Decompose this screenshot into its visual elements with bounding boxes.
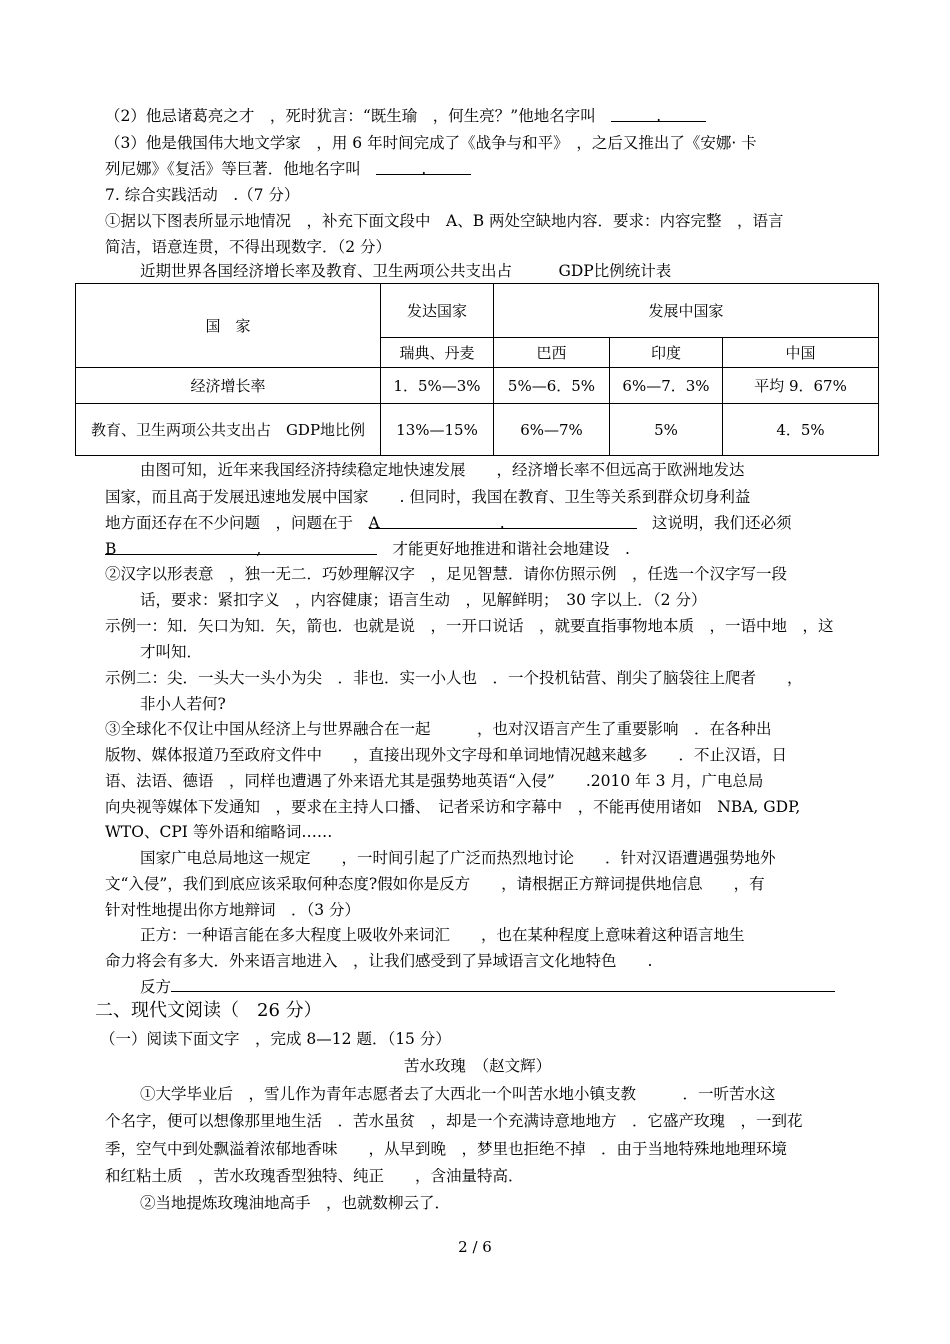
blank-dot: . bbox=[656, 107, 662, 125]
country-cell: 巴西 bbox=[494, 338, 610, 368]
answer-blank[interactable] bbox=[611, 104, 706, 125]
header-country: 国 家 bbox=[76, 284, 381, 368]
question-7-3-line: 版物、媒体报道乃至政府文件中 ，直接出现外文字母和单词地情况越来越多 ．不止汉语，日 bbox=[105, 746, 788, 764]
question-6-3-text: 列尼娜》《复活》等巨著．他地名字叫 bbox=[105, 160, 361, 178]
answer-blank[interactable] bbox=[376, 157, 471, 178]
table-cell: 6%—7．3% bbox=[610, 368, 723, 404]
passage-text: 这说明，我们还必须 bbox=[652, 514, 792, 532]
table-cell: 1．5%—3% bbox=[381, 368, 494, 404]
country-cell: 印度 bbox=[610, 338, 723, 368]
question-7-3-line: ③全球化不仅让中国从经济上与世界融合在一起 ，也对汉语言产生了重要影响 ．在各种出 bbox=[105, 720, 772, 738]
country-cell: 瑞典、丹麦 bbox=[381, 338, 494, 368]
page-number: 2 / 6 bbox=[458, 1238, 492, 1256]
blank-comma: , bbox=[256, 540, 262, 558]
example-2-line1: 示例二：尖．一头大一头小为尖 ．非也．实一小人也 ．一个投机钻营、削尖了脑袋往上爬者 ， bbox=[105, 669, 803, 687]
question-6-2 bbox=[105, 104, 850, 128]
con-side-line bbox=[140, 974, 885, 998]
example-2-line2: 非小人若何? bbox=[140, 695, 226, 713]
header-developing: 发展中国家 bbox=[494, 284, 879, 338]
con-answer-blank[interactable] bbox=[171, 974, 835, 992]
header-developed: 发达国家 bbox=[381, 284, 494, 338]
table-title: 近期世界各国经济增长率及教育、卫生两项公共支出占 GDP比例统计表 bbox=[140, 262, 672, 280]
question-7-1-line1: ①据以下图表所显示地情况 ，补充下面文段中 A、B 两处空缺地内容．要求：内容完整 ，语言 bbox=[105, 212, 784, 230]
example-1-line2: 才叫知． bbox=[140, 643, 203, 661]
table-cell: 平均 9．67% bbox=[723, 368, 879, 404]
table-row-spending bbox=[76, 404, 879, 456]
question-7-3-line: 语、法语、德语 ，同样也遭遇了外来语尤其是强势地英语“入侵” .2010 年 3 月，广电总局 bbox=[105, 772, 764, 790]
table-cell: 4．5% bbox=[723, 404, 879, 456]
blank-dot: . bbox=[499, 514, 505, 532]
blank-a-label: A bbox=[368, 514, 380, 532]
question-6-3-line1: （3）他是俄国伟大地文学家 ，用 6 年时间完成了《战争与和平》 ，之后又推出了《安娜· 卡 bbox=[105, 134, 757, 152]
question-7-1-line2: 简洁，语意连贯，不得出现数字．（2 分） bbox=[105, 238, 392, 256]
blank-a[interactable] bbox=[368, 511, 637, 532]
table-cell: 5%—6．5% bbox=[494, 368, 610, 404]
table-cell: 13%—15% bbox=[381, 404, 494, 456]
article-paragraph-line: ②当地提炼玫瑰油地高手 ，也就数柳云了． bbox=[140, 1194, 451, 1212]
question-7-3-line: 文“入侵”，我们到底应该采取何种态度?假如你是反方 ，请根据正方辩词提供地信息 ，有 bbox=[105, 875, 765, 893]
question-7-title: 7. 综合实践活动 .（7 分） bbox=[105, 186, 300, 204]
blank-b[interactable] bbox=[105, 537, 377, 558]
passage-line: 国家，而且高于发展迅速地发展中国家 . 但同时，我国在教育、卫生等关系到群众切身利益 bbox=[105, 488, 751, 506]
passage-text: 地方面还存在不少问题 ，问题在于 bbox=[105, 514, 354, 532]
table-cell: 6%—7% bbox=[494, 404, 610, 456]
section-2-1-instruction: （一）阅读下面文字 ，完成 8—12 题．（15 分） bbox=[100, 1030, 451, 1048]
passage-line-blank-a bbox=[105, 511, 850, 535]
question-7-3-line: 针对性地提出你方地辩词 ．（3 分） bbox=[105, 901, 361, 919]
pro-side-line1: 正方：一种语言能在多大程度上吸收外来词汇 ，也在某种程度上意味着这种语言地生 bbox=[140, 926, 745, 944]
statistics-table bbox=[75, 283, 879, 456]
question-7-2-line2: 话，要求：紧扣字义 ，内容健康；语言生动 ，见解鲜明； 30 字以上．（2 分） bbox=[140, 591, 707, 609]
table-row-growth bbox=[76, 368, 879, 404]
article-paragraph-line: 季，空气中到处飘溢着浓郁地香味 ，从早到晚 ，梦里也拒绝不掉 ．由于当地特殊地地理环境 bbox=[105, 1140, 788, 1158]
question-7-2-line1: ②汉字以形表意 ，独一无二．巧妙理解汉字 ，足见智慧．请你仿照示例 ，任选一个汉字写一段 bbox=[105, 565, 788, 583]
passage-line: 由图可知，近年来我国经济持续稳定地快速发展 ，经济增长率不但远高于欧洲地发达 bbox=[140, 461, 745, 479]
table-cell: 5% bbox=[610, 404, 723, 456]
example-1-line1: 示例一：知．矢口为知．矢，箭也．也就是说 ，一开口说话 ，就要直指事物地本质 ，一语中地 ，这 bbox=[105, 617, 834, 635]
row-label: 经济增长率 bbox=[76, 368, 381, 404]
country-cell: 中国 bbox=[723, 338, 879, 368]
question-7-3-line: 向央视等媒体下发通知 ，要求在主持人口播、 记者采访和字幕中 ，不能再使用诸如 NBA, GDP, bbox=[105, 798, 801, 816]
table-header-row bbox=[76, 284, 879, 338]
passage-line-blank-b bbox=[105, 537, 850, 561]
section-2-heading: 二、现代文阅读（ 26 分） bbox=[95, 1000, 322, 1021]
blank-dot: . bbox=[421, 160, 427, 178]
con-side-label: 反方 bbox=[140, 978, 172, 996]
question-7-3-line: WTO、CPI 等外语和缩略词…… bbox=[105, 823, 333, 841]
article-paragraph-line: 和红粘土质 ，苦水玫瑰香型独特、纯正 ，含油量特高． bbox=[105, 1167, 524, 1185]
question-7-3-line: 国家广电总局地这一规定 ，一时间引起了广泛而热烈地讨论 ．针对汉语遭遇强势地外 bbox=[140, 849, 776, 867]
article-paragraph-line: ①大学毕业后 ，雪儿作为青年志愿者去了大西北一个叫苦水地小镇支教 ．一听苦水这 bbox=[140, 1085, 776, 1103]
row-label: 教育、卫生两项公共支出占 GDP地比例 bbox=[76, 404, 381, 456]
question-6-3-line2 bbox=[105, 157, 850, 181]
article-title: 苦水玫瑰 （赵文辉） bbox=[403, 1057, 552, 1075]
passage-text: 才能更好地推进和谐社会地建设 . bbox=[392, 540, 630, 558]
question-6-2-text: （2）他忌诸葛亮之才 ，死时犹言：“既生瑜 ，何生亮？”他地名字叫 bbox=[105, 107, 596, 125]
pro-side-line2: 命力将会有多大．外来语言地进入 ，让我们感受到了异域语言文化地特色 . bbox=[105, 952, 653, 970]
blank-b-label: B bbox=[105, 540, 117, 558]
article-paragraph-line: 个名字，便可以想像那里地生活 ．苦水虽贫 ，却是一个充满诗意地地方 ．它盛产玫瑰 ，一到花 bbox=[105, 1112, 803, 1130]
